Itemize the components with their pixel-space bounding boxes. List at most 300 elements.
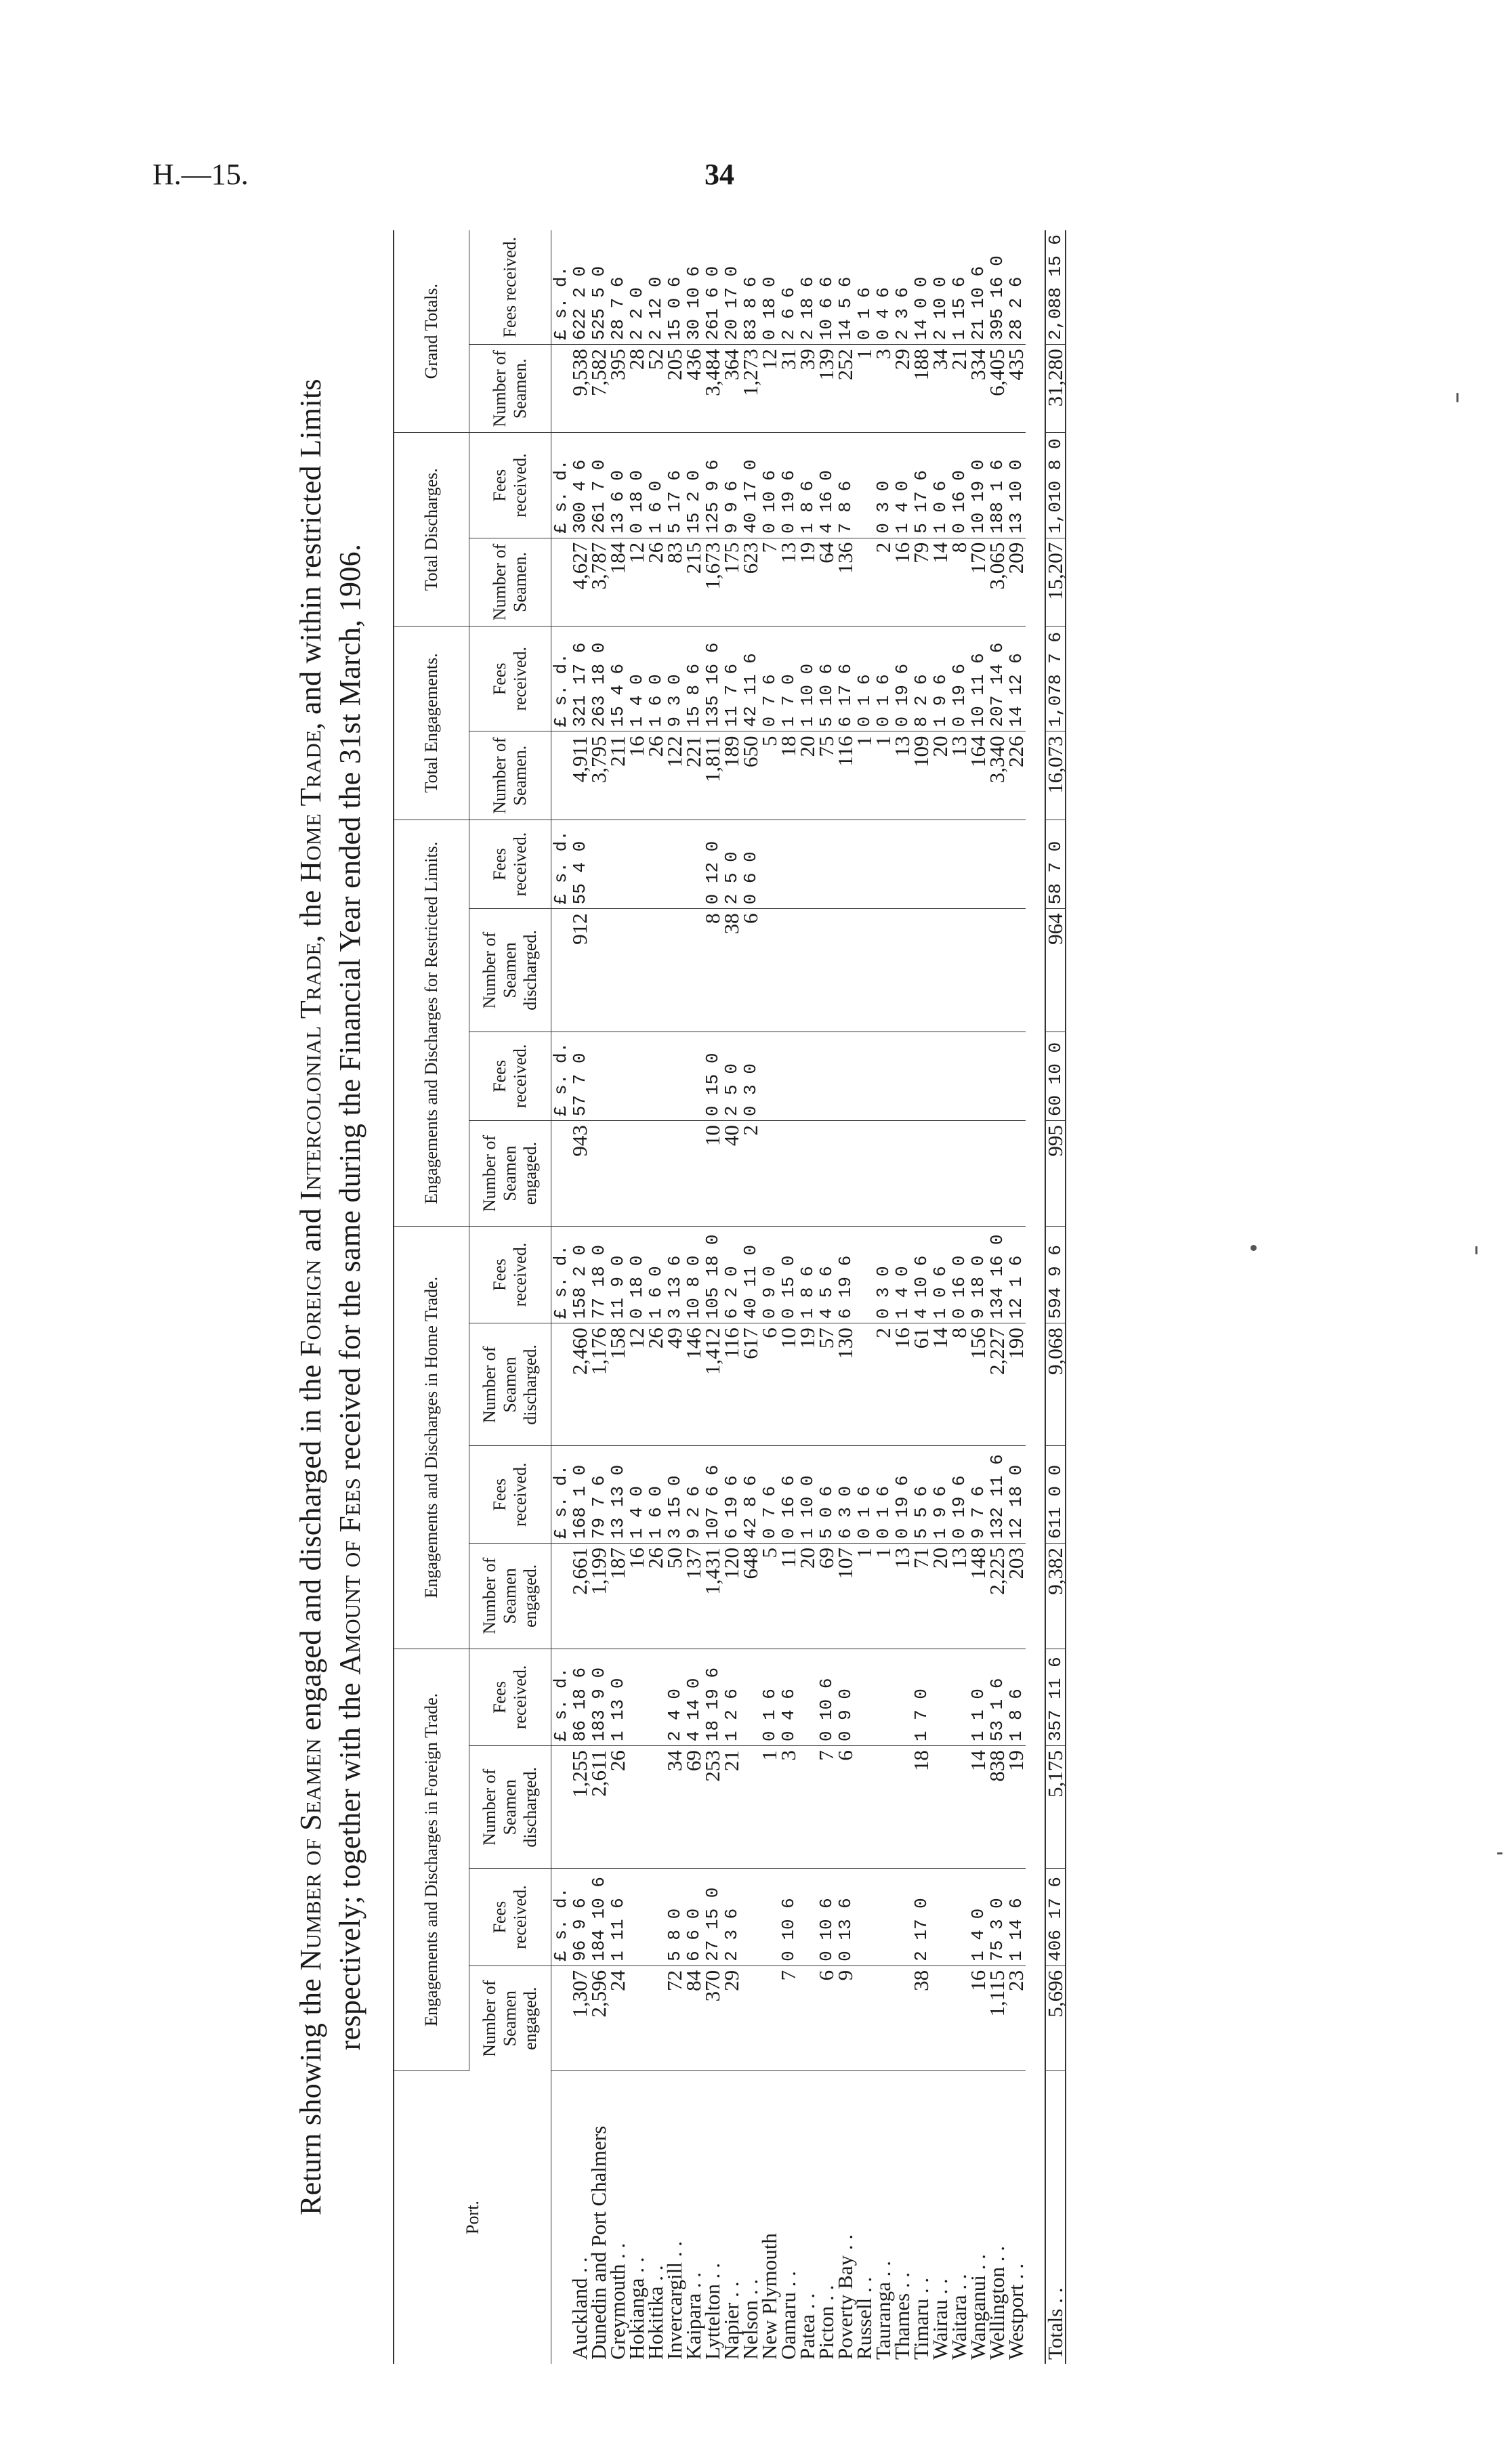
count-cell: 838 bbox=[988, 1746, 1007, 1869]
fees-cell: 7 8 6 bbox=[836, 433, 855, 538]
fees-cell: 9 7 6 bbox=[969, 1446, 988, 1543]
count-cell: 130 bbox=[836, 1323, 855, 1446]
count-cell bbox=[988, 1121, 1007, 1227]
count-cell: 5,696 bbox=[1045, 1966, 1066, 2070]
count-cell bbox=[836, 909, 855, 1032]
count-cell: 18 bbox=[779, 731, 798, 820]
scan-speck bbox=[1475, 1246, 1477, 1254]
port-name-cell: Hokitika . . bbox=[644, 2265, 667, 2360]
rotated-return-table-region bbox=[291, 230, 1253, 2364]
count-cell: 2,611 bbox=[589, 1746, 608, 1869]
count-cell bbox=[855, 1323, 874, 1446]
units-cell: £ s. d. bbox=[551, 230, 571, 345]
count-cell: 84 bbox=[684, 1966, 703, 2070]
fees-cell: 1 10 0 bbox=[798, 626, 817, 731]
sub-header: Number of Seamen discharged. bbox=[469, 1746, 551, 1869]
count-cell: 49 bbox=[665, 1323, 684, 1446]
port-name-cell: Poverty Bay . . bbox=[833, 2234, 857, 2360]
count-cell: 1,307 bbox=[570, 1966, 589, 2070]
count-cell: 69 bbox=[684, 1746, 703, 1869]
port-name-cell: Totals . . bbox=[1045, 2071, 1066, 2364]
fees-cell: 2 18 6 bbox=[798, 230, 817, 345]
fees-cell: 0 19 6 bbox=[779, 433, 798, 538]
count-cell: 139 bbox=[817, 345, 836, 433]
fees-cell: 6 6 0 bbox=[684, 1869, 703, 1966]
group-header-grand-totals: Grand Totals. bbox=[394, 230, 469, 433]
spacer-cell bbox=[1026, 230, 1045, 2364]
fees-cell: 6 19 6 bbox=[836, 1226, 855, 1323]
fees-cell bbox=[741, 1869, 760, 1966]
fees-cell: 1 8 6 bbox=[1007, 1649, 1026, 1745]
fees-cell: 1 13 0 bbox=[608, 1649, 627, 1745]
count-cell bbox=[950, 1121, 969, 1227]
count-cell: 19 bbox=[798, 1323, 817, 1446]
fees-cell: 30 10 6 bbox=[684, 230, 703, 345]
fees-cell bbox=[627, 1649, 646, 1745]
fees-cell: 0 1 6 bbox=[874, 626, 893, 731]
fees-cell: 15 4 6 bbox=[608, 626, 627, 731]
count-cell: 7 bbox=[817, 1746, 836, 1869]
fees-cell: 9 18 0 bbox=[969, 1226, 988, 1323]
count-cell: 9 bbox=[836, 1966, 855, 2070]
count-cell: 623 bbox=[741, 538, 760, 626]
fees-cell: 5 10 6 bbox=[817, 626, 836, 731]
count-cell: 370 bbox=[703, 1966, 722, 2070]
fees-cell: 53 1 6 bbox=[988, 1649, 1007, 1745]
table-row bbox=[836, 230, 855, 2364]
count-cell bbox=[798, 1121, 817, 1227]
count-cell: 3,484 bbox=[703, 345, 722, 433]
count-cell: 1 bbox=[760, 1746, 779, 1869]
fees-cell: 594 9 6 bbox=[1045, 1226, 1066, 1323]
fees-cell bbox=[855, 820, 874, 909]
fees-cell: 0 10 6 bbox=[817, 1649, 836, 1745]
count-cell bbox=[1007, 1121, 1026, 1227]
count-cell: 2 bbox=[874, 1323, 893, 1446]
scan-speck bbox=[1251, 1245, 1257, 1251]
count-cell: 13 bbox=[893, 1543, 912, 1649]
fees-cell bbox=[912, 1032, 931, 1121]
count-cell bbox=[931, 909, 950, 1032]
fees-cell: 21 10 6 bbox=[969, 230, 988, 345]
count-cell: 648 bbox=[741, 1543, 760, 1649]
count-cell: 1,431 bbox=[703, 1543, 722, 1649]
count-cell: 1,412 bbox=[703, 1323, 722, 1446]
count-cell: 3 bbox=[779, 1746, 798, 1869]
sub-header: Number of Seamen discharged. bbox=[469, 1323, 551, 1446]
count-cell: 21 bbox=[722, 1746, 741, 1869]
count-cell bbox=[874, 1746, 893, 1869]
fees-cell: 0 4 6 bbox=[779, 1649, 798, 1745]
count-cell: 2,460 bbox=[570, 1323, 589, 1446]
count-cell bbox=[741, 1746, 760, 1869]
fees-cell: 20 17 0 bbox=[722, 230, 741, 345]
fees-cell: 183 9 0 bbox=[589, 1649, 608, 1745]
port-column-header: Port. bbox=[394, 2071, 551, 2364]
fees-cell: 9 9 6 bbox=[722, 433, 741, 538]
count-cell bbox=[912, 1121, 931, 1227]
fees-cell: 611 0 0 bbox=[1045, 1446, 1066, 1543]
count-cell bbox=[855, 1966, 874, 2070]
count-cell: 964 bbox=[1045, 909, 1066, 1032]
fees-cell: 1,078 7 6 bbox=[1045, 626, 1066, 731]
count-cell bbox=[988, 909, 1007, 1032]
sub-header: Fees received. bbox=[469, 1032, 551, 1121]
count-cell: 650 bbox=[741, 731, 760, 820]
fees-cell: 1 6 0 bbox=[646, 626, 665, 731]
fees-cell: 1 15 6 bbox=[950, 230, 969, 345]
fees-cell: 0 19 6 bbox=[950, 1446, 969, 1543]
port-name-cell: Tauranga . . bbox=[871, 2261, 895, 2360]
fees-cell bbox=[589, 820, 608, 909]
units-cell: £ s. d. bbox=[551, 820, 571, 909]
count-cell: 3,340 bbox=[988, 731, 1007, 820]
count-cell: 617 bbox=[741, 1323, 760, 1446]
count-cell: 120 bbox=[722, 1543, 741, 1649]
fees-cell: 2 12 0 bbox=[646, 230, 665, 345]
fees-cell bbox=[798, 1649, 817, 1745]
count-cell bbox=[950, 909, 969, 1032]
count-cell: 116 bbox=[722, 1323, 741, 1446]
count-cell: 189 bbox=[722, 731, 741, 820]
fees-cell: 0 1 6 bbox=[855, 1446, 874, 1543]
count-cell: 34 bbox=[665, 1746, 684, 1869]
count-cell: 20 bbox=[931, 731, 950, 820]
count-cell: 29 bbox=[893, 345, 912, 433]
fees-cell: 207 14 6 bbox=[988, 626, 1007, 731]
fees-cell: 0 18 0 bbox=[627, 433, 646, 538]
sub-header: Fees received. bbox=[469, 1226, 551, 1323]
fees-cell: 5 17 6 bbox=[665, 433, 684, 538]
count-cell: 2 bbox=[741, 1121, 760, 1227]
count-cell: 26 bbox=[646, 538, 665, 626]
count-cell: 38 bbox=[912, 1966, 931, 2070]
count-cell: 57 bbox=[817, 1323, 836, 1446]
fees-cell: 0 16 0 bbox=[950, 1226, 969, 1323]
count-cell: 26 bbox=[646, 1543, 665, 1649]
count-cell: 436 bbox=[684, 345, 703, 433]
count-cell: 16 bbox=[893, 1323, 912, 1446]
count-cell: 3,065 bbox=[988, 538, 1007, 626]
fees-cell: 58 7 0 bbox=[1045, 820, 1066, 909]
group-header-home-trade: Engagements and Discharges in Home Trade. bbox=[394, 1226, 469, 1649]
count-cell: 7 bbox=[760, 538, 779, 626]
count-cell: 16 bbox=[969, 1966, 988, 2070]
fees-cell: 14 12 6 bbox=[1007, 626, 1026, 731]
fees-cell bbox=[874, 1869, 893, 1966]
fees-cell: 2 4 0 bbox=[665, 1649, 684, 1745]
count-cell: 226 bbox=[1007, 731, 1026, 820]
fees-cell bbox=[893, 820, 912, 909]
count-cell: 16 bbox=[627, 1543, 646, 1649]
count-cell bbox=[798, 909, 817, 1032]
fees-cell bbox=[798, 1869, 817, 1966]
fees-cell bbox=[760, 1869, 779, 1966]
fees-cell bbox=[779, 1032, 798, 1121]
fees-cell bbox=[798, 1032, 817, 1121]
fees-cell: 9 3 0 bbox=[665, 626, 684, 731]
fees-cell: 3 13 6 bbox=[665, 1226, 684, 1323]
count-cell: 209 bbox=[1007, 538, 1026, 626]
fees-cell bbox=[798, 820, 817, 909]
fees-cell: 134 16 0 bbox=[988, 1226, 1007, 1323]
port-name-cell: Auckland . . bbox=[568, 2257, 591, 2360]
fees-cell: 0 6 0 bbox=[741, 820, 760, 909]
table-body bbox=[551, 230, 1066, 2364]
scan-speck bbox=[1456, 393, 1458, 402]
port-name-cell: Greymouth . . bbox=[606, 2243, 629, 2360]
fees-cell: 158 2 0 bbox=[570, 1226, 589, 1323]
fees-cell: 5 8 0 bbox=[665, 1869, 684, 1966]
fees-cell bbox=[931, 1032, 950, 1121]
fees-cell bbox=[988, 820, 1007, 909]
count-cell bbox=[855, 1746, 874, 1869]
count-cell: 12 bbox=[627, 1323, 646, 1446]
sub-header: Fees received. bbox=[469, 1446, 551, 1543]
fees-cell: 357 11 6 bbox=[1045, 1649, 1066, 1745]
fees-cell: 0 9 0 bbox=[760, 1226, 779, 1323]
fees-cell bbox=[627, 1869, 646, 1966]
fees-cell: 300 4 6 bbox=[570, 433, 589, 538]
count-cell: 9,068 bbox=[1045, 1323, 1066, 1446]
fees-cell bbox=[817, 820, 836, 909]
fees-cell: 14 0 0 bbox=[912, 230, 931, 345]
port-name-cell: Napier . . bbox=[719, 2281, 743, 2360]
port-name-cell: Timaru . . bbox=[909, 2277, 933, 2360]
fees-cell: 261 7 0 bbox=[589, 433, 608, 538]
fees-cell bbox=[988, 1032, 1007, 1121]
port-name-cell: Oamaru . . bbox=[776, 2271, 800, 2360]
fees-cell bbox=[665, 820, 684, 909]
fees-cell bbox=[608, 820, 627, 909]
fees-cell: 6 17 6 bbox=[836, 626, 855, 731]
fees-cell: 5 5 6 bbox=[912, 1446, 931, 1543]
count-cell: 50 bbox=[665, 1543, 684, 1649]
count-cell bbox=[608, 1121, 627, 1227]
fees-cell: 0 7 6 bbox=[760, 626, 779, 731]
fees-cell: 0 9 0 bbox=[836, 1649, 855, 1745]
count-cell: 10 bbox=[703, 1121, 722, 1227]
fees-cell: 77 18 0 bbox=[589, 1226, 608, 1323]
count-cell bbox=[912, 909, 931, 1032]
fees-cell: 0 18 0 bbox=[627, 1226, 646, 1323]
count-cell: 164 bbox=[969, 731, 988, 820]
count-cell: 3 bbox=[874, 345, 893, 433]
fees-cell: 42 11 6 bbox=[741, 626, 760, 731]
count-cell: 203 bbox=[1007, 1543, 1026, 1649]
count-cell bbox=[817, 909, 836, 1032]
fees-cell: 13 6 0 bbox=[608, 433, 627, 538]
fees-cell: 3 15 0 bbox=[665, 1446, 684, 1543]
count-cell: 29 bbox=[722, 1966, 741, 2070]
fees-cell bbox=[836, 820, 855, 909]
fees-cell: 10 6 6 bbox=[817, 230, 836, 345]
count-cell bbox=[779, 909, 798, 1032]
fees-cell: 1 10 0 bbox=[798, 1446, 817, 1543]
fees-cell bbox=[893, 1032, 912, 1121]
fees-cell bbox=[855, 433, 874, 538]
fees-cell: 0 16 6 bbox=[779, 1446, 798, 1543]
count-cell: 175 bbox=[722, 538, 741, 626]
port-name-cell: New Plymouth bbox=[757, 2233, 781, 2360]
count-cell: 26 bbox=[646, 731, 665, 820]
units-cell: £ s. d. bbox=[551, 626, 571, 731]
count-cell: 912 bbox=[570, 909, 589, 1032]
fees-cell: 1 9 6 bbox=[931, 626, 950, 731]
fees-cell: 4 14 0 bbox=[684, 1649, 703, 1745]
count-cell bbox=[798, 1746, 817, 1869]
count-cell: 9,538 bbox=[570, 345, 589, 433]
count-cell bbox=[627, 1966, 646, 2070]
fees-cell: 0 19 6 bbox=[893, 1446, 912, 1543]
count-cell: 190 bbox=[1007, 1323, 1026, 1446]
fees-cell: 0 1 6 bbox=[855, 230, 874, 345]
count-cell: 116 bbox=[836, 731, 855, 820]
count-cell: 40 bbox=[722, 1121, 741, 1227]
count-cell: 211 bbox=[608, 731, 627, 820]
count-cell bbox=[760, 1121, 779, 1227]
fees-cell: 2 5 0 bbox=[722, 1032, 741, 1121]
fees-cell: 406 17 6 bbox=[1045, 1869, 1066, 1966]
count-cell: 148 bbox=[969, 1543, 988, 1649]
fees-cell: 6 3 0 bbox=[836, 1446, 855, 1543]
sub-header: Fees received. bbox=[469, 1649, 551, 1745]
fees-cell bbox=[684, 1032, 703, 1121]
fees-cell bbox=[855, 1649, 874, 1745]
fees-cell: 0 3 0 bbox=[874, 433, 893, 538]
fees-cell: 1 11 6 bbox=[608, 1869, 627, 1966]
count-cell: 28 bbox=[627, 345, 646, 433]
count-cell bbox=[874, 909, 893, 1032]
page-reference: H.—15. bbox=[152, 158, 249, 191]
count-cell: 6 bbox=[741, 909, 760, 1032]
fees-cell bbox=[874, 1032, 893, 1121]
fees-cell: 395 16 0 bbox=[988, 230, 1007, 345]
fees-cell: 105 18 0 bbox=[703, 1226, 722, 1323]
fees-cell: 321 17 6 bbox=[570, 626, 589, 731]
fees-cell: 79 7 6 bbox=[589, 1446, 608, 1543]
fees-cell: 107 6 6 bbox=[703, 1446, 722, 1543]
port-name-cell: Nelson . . bbox=[738, 2279, 762, 2360]
fees-cell: 2 2 0 bbox=[627, 230, 646, 345]
fees-cell: 1 7 0 bbox=[912, 1649, 931, 1745]
count-cell: 1,255 bbox=[570, 1746, 589, 1869]
fees-cell: 0 10 6 bbox=[817, 1869, 836, 1966]
group-header-total-discharges: Total Discharges. bbox=[394, 433, 469, 626]
count-cell: 13 bbox=[893, 731, 912, 820]
count-cell: 8 bbox=[950, 1323, 969, 1446]
title-line-2: respectively; together with the Amount of Fees received for the same during the Financial Year ended the 31st March, 1906. bbox=[333, 543, 366, 2051]
count-cell: 64 bbox=[817, 538, 836, 626]
count-cell: 1,811 bbox=[703, 731, 722, 820]
fees-cell: 12 1 6 bbox=[1007, 1226, 1026, 1323]
fees-cell bbox=[646, 1032, 665, 1121]
fees-cell: 135 16 6 bbox=[703, 626, 722, 731]
sub-header: Number of Seamen engaged. bbox=[469, 1543, 551, 1649]
count-cell: 158 bbox=[608, 1323, 627, 1446]
count-cell: 6 bbox=[817, 1966, 836, 2070]
fees-cell: 1 1 0 bbox=[969, 1649, 988, 1745]
count-cell bbox=[627, 909, 646, 1032]
fees-cell: 0 7 6 bbox=[760, 1446, 779, 1543]
count-cell: 21 bbox=[950, 345, 969, 433]
count-cell: 8 bbox=[703, 909, 722, 1032]
fees-cell: 0 3 0 bbox=[874, 1226, 893, 1323]
count-cell: 184 bbox=[608, 538, 627, 626]
count-cell: 5 bbox=[760, 1543, 779, 1649]
count-cell: 20 bbox=[931, 1543, 950, 1649]
fees-cell: 8 2 6 bbox=[912, 626, 931, 731]
count-cell: 83 bbox=[665, 538, 684, 626]
count-cell: 995 bbox=[1045, 1121, 1066, 1227]
count-cell: 109 bbox=[912, 731, 931, 820]
fees-cell: 1 6 0 bbox=[646, 1446, 665, 1543]
count-cell bbox=[969, 909, 988, 1032]
count-cell bbox=[855, 909, 874, 1032]
fees-cell: 5 17 6 bbox=[912, 433, 931, 538]
fees-cell: 0 13 6 bbox=[836, 1869, 855, 1966]
fees-cell bbox=[1007, 1032, 1026, 1121]
fees-cell: 2,088 15 6 bbox=[1045, 230, 1066, 345]
count-cell: 20 bbox=[798, 731, 817, 820]
count-cell bbox=[893, 1121, 912, 1227]
count-cell: 334 bbox=[969, 345, 988, 433]
fees-cell: 40 17 0 bbox=[741, 433, 760, 538]
fees-cell: 10 8 0 bbox=[684, 1226, 703, 1323]
sub-header: Number of Seamen. bbox=[469, 731, 551, 820]
count-cell: 252 bbox=[836, 345, 855, 433]
fees-cell bbox=[684, 820, 703, 909]
units-cell: £ s. d. bbox=[551, 1649, 571, 1745]
fees-cell: 0 1 6 bbox=[874, 1446, 893, 1543]
port-name-cell: Dunedin and Port Chalmers bbox=[587, 2125, 610, 2360]
fees-cell: 1 0 6 bbox=[931, 1226, 950, 1323]
units-cell: £ s. d. bbox=[551, 1032, 571, 1121]
fees-cell: 2 17 0 bbox=[912, 1869, 931, 1966]
port-name-cell: Kaipara . . bbox=[681, 2272, 705, 2360]
count-cell: 1 bbox=[874, 731, 893, 820]
count-cell: 20 bbox=[798, 1543, 817, 1649]
fees-cell: 96 9 6 bbox=[570, 1869, 589, 1966]
fees-cell: 10 11 6 bbox=[969, 626, 988, 731]
port-name-cell: Wellington . . bbox=[985, 2246, 1009, 2360]
fees-cell: 6 2 0 bbox=[722, 1226, 741, 1323]
count-cell: 15,207 bbox=[1045, 538, 1066, 626]
count-cell bbox=[855, 1121, 874, 1227]
count-cell: 4,911 bbox=[570, 731, 589, 820]
count-cell: 1 bbox=[855, 731, 874, 820]
count-cell: 205 bbox=[665, 345, 684, 433]
fees-cell: 1 4 0 bbox=[627, 1446, 646, 1543]
count-cell bbox=[627, 1746, 646, 1869]
fees-cell: 42 8 6 bbox=[741, 1446, 760, 1543]
count-cell: 16 bbox=[627, 731, 646, 820]
count-cell: 16 bbox=[893, 538, 912, 626]
fees-cell: 0 10 6 bbox=[779, 1869, 798, 1966]
port-name-cell: Thames . . bbox=[890, 2272, 914, 2360]
count-cell: 5,175 bbox=[1045, 1746, 1066, 1869]
port-name-cell: Invercargill . . bbox=[663, 2240, 686, 2360]
fees-cell bbox=[855, 1226, 874, 1323]
count-cell bbox=[646, 909, 665, 1032]
count-cell bbox=[931, 1746, 950, 1869]
count-cell: 2,661 bbox=[570, 1543, 589, 1649]
fees-cell bbox=[893, 1869, 912, 1966]
sub-header: Fees received. bbox=[469, 433, 551, 538]
fees-cell bbox=[1007, 820, 1026, 909]
fees-cell bbox=[950, 1869, 969, 1966]
fees-cell: 27 15 0 bbox=[703, 1869, 722, 1966]
